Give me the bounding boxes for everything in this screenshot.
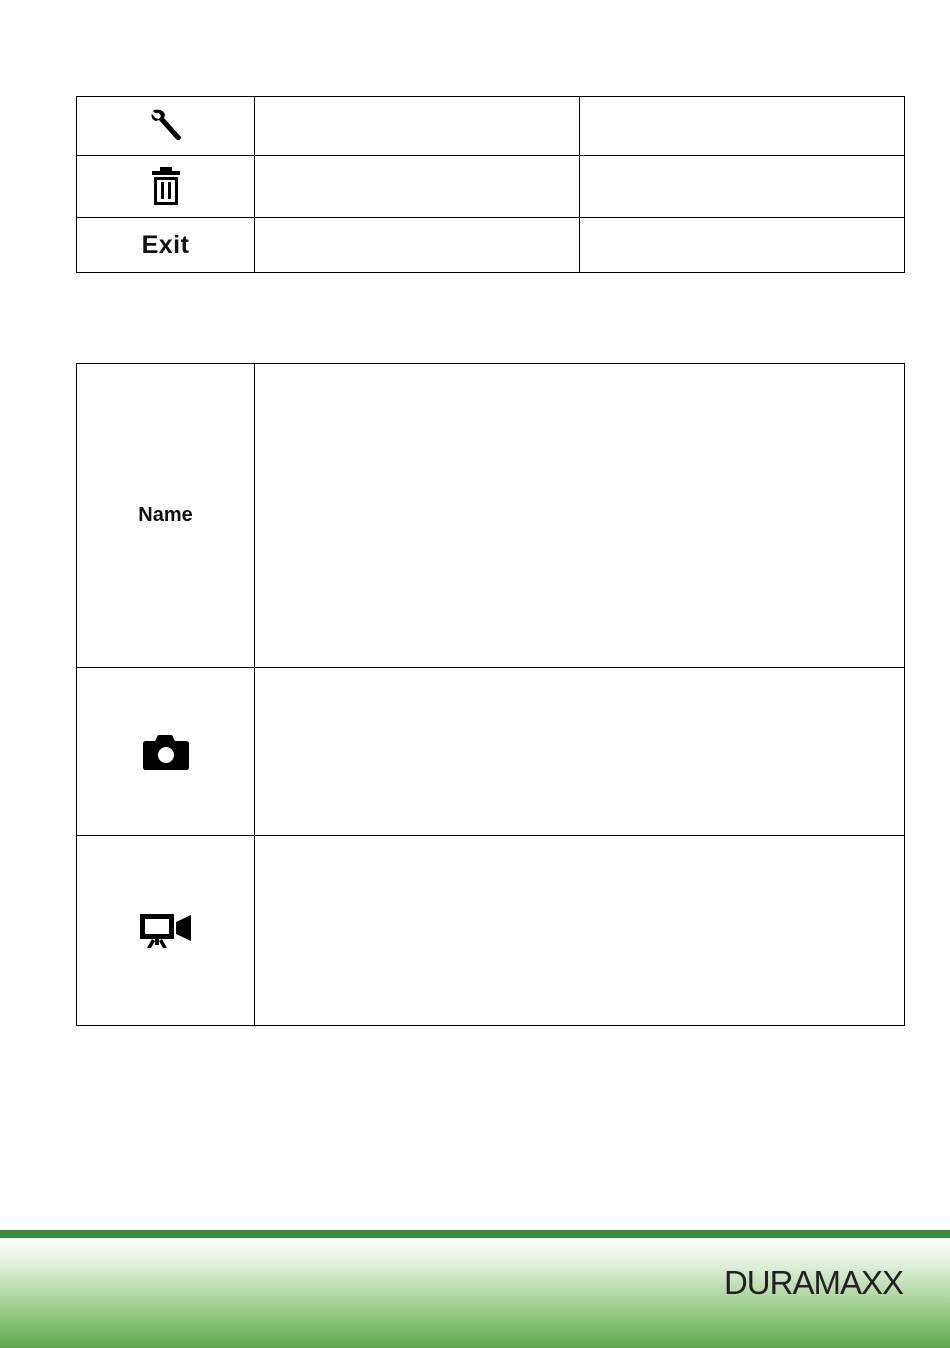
wrench-icon [146, 106, 186, 146]
name-label: Name [138, 504, 193, 526]
table1-col2 [255, 97, 580, 156]
menu-icons-table [76, 96, 905, 273]
icon-cell [77, 156, 255, 218]
table1-col2 [255, 156, 580, 218]
video-camera-icon [138, 911, 194, 951]
table-row [77, 668, 905, 836]
description-cell [255, 364, 905, 668]
footer-line [0, 1230, 950, 1238]
brand-text: DURAMAXX [723, 1264, 903, 1301]
table-row [77, 97, 905, 156]
icon-cell [77, 97, 255, 156]
table-row [77, 156, 905, 218]
icon-cell [77, 364, 255, 668]
icon-cell [77, 218, 255, 273]
trash-icon [149, 166, 183, 208]
icon-cell [77, 668, 255, 836]
table-row [77, 364, 905, 668]
table1-col3 [580, 156, 905, 218]
icon-cell [77, 836, 255, 1026]
mode-icons-table [76, 363, 905, 1026]
table-row [77, 836, 905, 1026]
description-cell [255, 668, 905, 836]
camera-icon [141, 732, 191, 772]
brand-logo [724, 1266, 903, 1300]
exit-label: Exit [141, 230, 190, 259]
table1-col3 [580, 218, 905, 273]
footer [0, 1238, 950, 1348]
table1-col2 [255, 218, 580, 273]
table-row [77, 218, 905, 273]
description-cell [255, 836, 905, 1026]
table1-col3 [580, 97, 905, 156]
